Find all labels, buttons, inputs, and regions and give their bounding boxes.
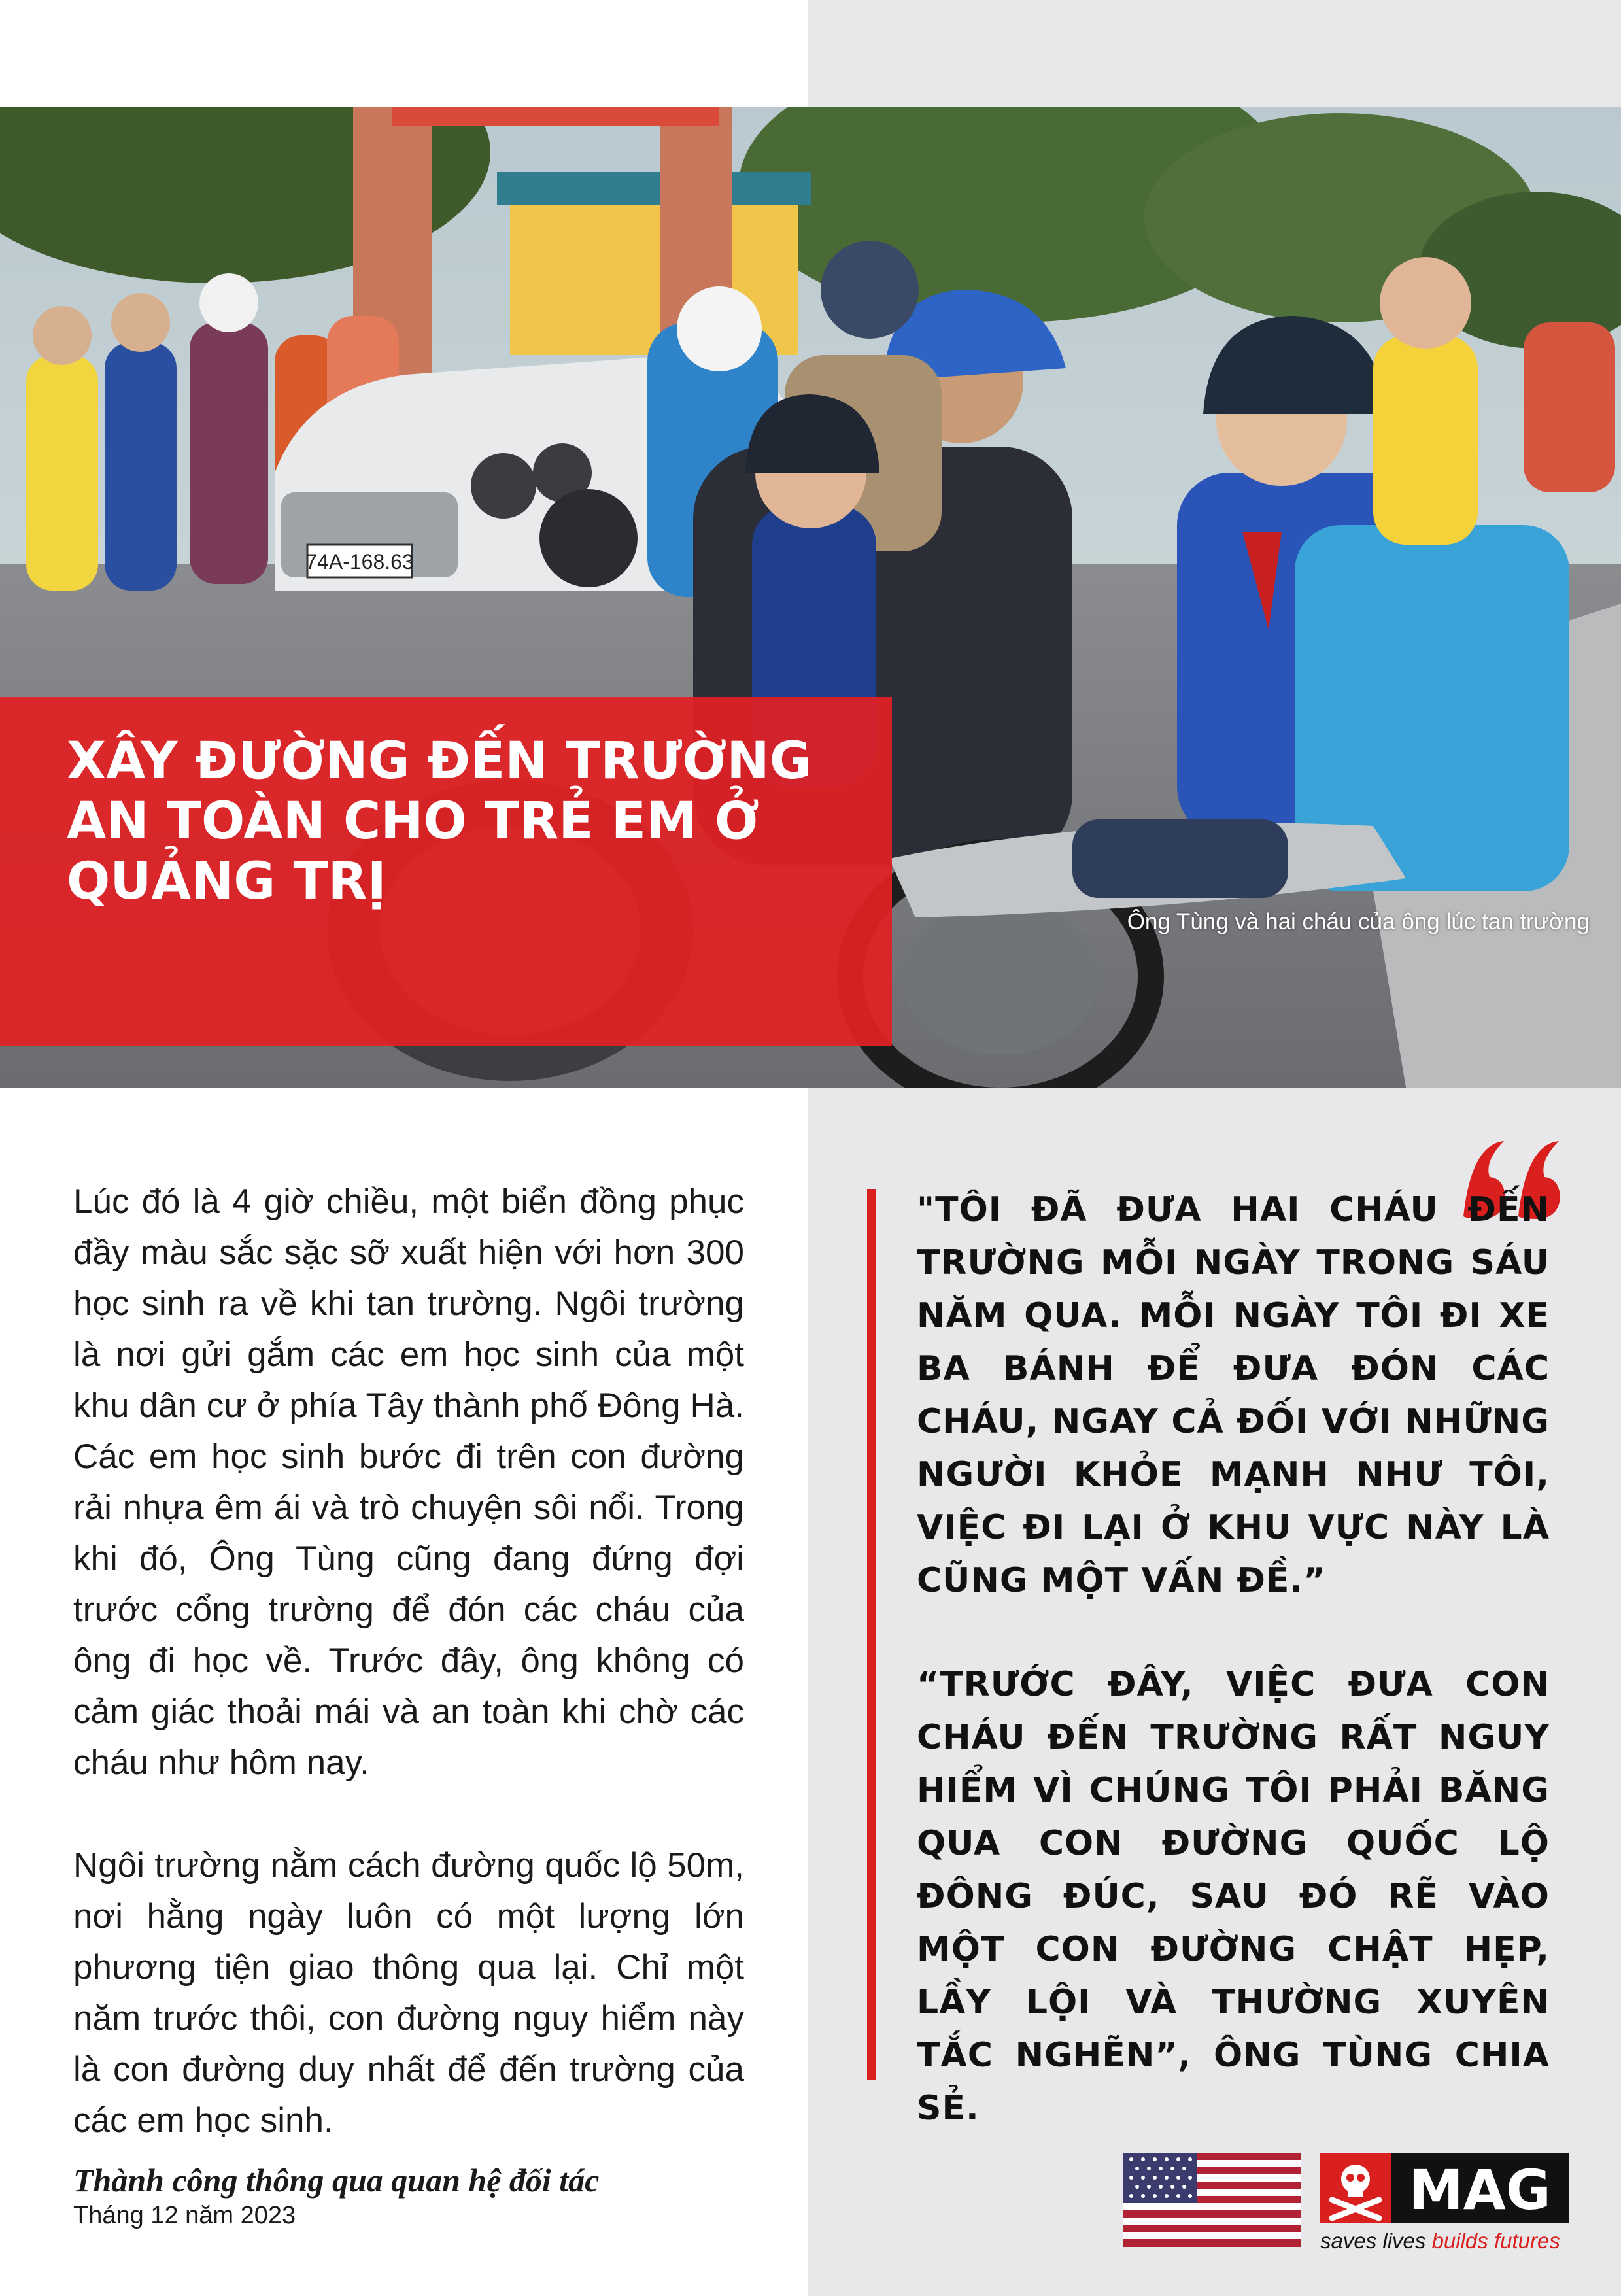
mag-wordmark: MAG — [1408, 2158, 1551, 2222]
us-flag-icon — [1123, 2153, 1301, 2247]
tagline-part-2: builds futures — [1431, 2229, 1560, 2253]
footer-date: Tháng 12 năm 2023 — [73, 2202, 296, 2229]
mag-tagline — [1320, 2229, 1560, 2253]
license-plate: 74A-168.63 — [305, 550, 414, 574]
tagline-part-1: saves lives — [1320, 2229, 1432, 2253]
footer-series-title: Thành công thông qua quan hệ đối tác — [73, 2162, 600, 2199]
quote-1: "TÔI ĐÃ ĐƯA HAI CHÁU ĐẾN TRƯỜNG MỖI NGÀY TRONG SÁU NĂM QUA. MỖI NGÀY TÔI ĐI XE BA BÁNH ĐỂ ĐƯA ĐÓN CÁC CHÁU, NGAY CẢ ĐỐI VỚI NHỮNG NGƯỜI KHỎE MẠNH NHƯ TÔI, VIỆC ĐI LẠI Ở KHU VỰC NÀY LÀ CŨNG MỘT VẤN ĐỀ.” — [917, 1190, 1550, 1600]
title-line-1: XÂY ĐƯỜNG ĐẾN TRƯỜNG — [67, 732, 811, 791]
body-paragraph-1: Lúc đó là 4 giờ chiều, một biển đồng phục đầy màu sắc sặc sỡ xuất hiện với hơn 300 học sinh ra về khi tan trường. Ngôi trường là nơi gửi gắm các em học sinh của một khu dân cư ở phía Tây thành phố Đông Hà. Các em học sinh bước đi trên con đường rải nhựa êm ái và trò chuyện sôi nổi. Trong khi đó, Ông Tùng cũng đang đứng đợi trước cổng trường để đón các cháu của ông đi học về. Trước đây, ông không có cảm giác thoải mái và an toàn khi chờ các cháu như hôm nay. — [73, 1182, 744, 1782]
body-paragraph-2: Ngôi trường nằm cách đường quốc lộ 50m, nơi hằng ngày luôn có một lượng lớn phương tiện giao thông qua lại. Chỉ một năm trước thôi, con đường nguy hiểm này là con đường duy nhất để đến trường của các em học sinh. — [73, 1846, 744, 2140]
quote-2: “TRƯỚC ĐÂY, VIỆC ĐƯA CON CHÁU ĐẾN TRƯỜNG RẤT NGUY HIỂM VÌ CHÚNG TÔI PHẢI BĂNG QUA CON ĐƯỜNG QUỐC LỘ ĐÔNG ĐÚC, SAU ĐÓ RẼ VÀO MỘT CON ĐƯỜNG CHẬT HẸP, LẦY LỘI VÀ THƯỜNG XUYÊN TẮC NGHẼN”, ÔNG TÙNG CHIA SẺ. — [917, 1665, 1550, 2128]
photo-caption: Ông Tùng và hai cháu của ông lúc tan trường — [1127, 909, 1590, 934]
quote-accent-bar — [867, 1189, 876, 2080]
mag-logo — [1320, 2153, 1569, 2256]
title-line-3: QUẢNG TRỊ — [67, 852, 386, 911]
page-title — [67, 731, 871, 912]
title-line-2: AN TOÀN CHO TRẺ EM Ở — [67, 792, 759, 851]
